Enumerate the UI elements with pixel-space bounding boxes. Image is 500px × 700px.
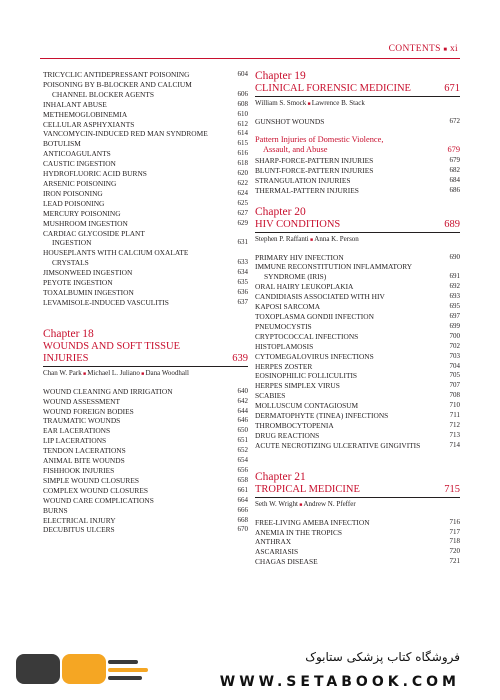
toc-entry-title: CYTOMEGALOVIRUS INFECTIONS — [255, 351, 374, 361]
toc-entry-title: CARDIAC GLYCOSIDE PLANT — [43, 228, 145, 238]
toc-entry-page: 718 — [449, 537, 460, 546]
toc-entry-page: 656 — [237, 466, 248, 474]
toc-entry-page: 610 — [237, 109, 248, 118]
chapter-page: 689 — [444, 218, 460, 230]
toc-entry-title: LEAD POISONING — [43, 198, 105, 208]
toc-entry[interactable] — [43, 476, 248, 486]
toc-entry-title: CANDIDIASIS ASSOCIATED WITH HIV — [255, 292, 385, 302]
toc-entry[interactable] — [43, 100, 248, 110]
toc-entry-title: SCABIES — [255, 391, 286, 401]
toc-entry-page: 670 — [237, 525, 248, 534]
chapter-entry-list — [255, 253, 460, 451]
toc-entry[interactable] — [43, 129, 248, 139]
toc-entry[interactable] — [43, 525, 248, 535]
author-name: Lawrence B. Stack — [311, 99, 365, 107]
toc-entry-page: 614 — [237, 129, 248, 138]
toc-entry[interactable] — [255, 528, 460, 538]
chapter-rule — [255, 232, 460, 233]
toc-entry[interactable] — [255, 518, 460, 528]
toc-entry-page: 620 — [237, 169, 248, 178]
toc-entry[interactable] — [255, 312, 460, 322]
toc-entry-title: WOUND CARE COMPLICATIONS — [43, 495, 154, 505]
toc-entry-page: 650 — [237, 426, 248, 435]
toc-entry[interactable] — [255, 411, 460, 421]
toc-entry-title: PNEUMOCYSTIS — [255, 321, 312, 331]
left-entry-list — [43, 70, 248, 308]
toc-entry-page: 646 — [237, 416, 248, 425]
chapter-rule — [43, 366, 248, 367]
toc-entry-title: MOLLUSCUM CONTAGIOSUM — [255, 401, 359, 411]
toc-entry[interactable] — [43, 288, 248, 298]
toc-entry-title: INHALANT ABUSE — [43, 99, 107, 109]
chapter-number: Chapter 20 — [255, 205, 306, 218]
toc-entry-page: 624 — [237, 188, 248, 197]
toc-entry[interactable] — [255, 401, 460, 411]
toc-entry-title: IMMUNE RECONSTITUTION INFLAMMATORY — [255, 262, 413, 272]
toc-entry-page: 704 — [449, 361, 460, 370]
toc-entry[interactable] — [43, 298, 248, 308]
toc-entry-page: 658 — [237, 475, 248, 484]
author-separator: ■ — [306, 102, 312, 107]
toc-entry[interactable] — [255, 537, 460, 547]
toc-entry-title: EAR LACERATIONS — [43, 426, 111, 436]
toc-entry[interactable] — [43, 159, 248, 169]
toc-entry[interactable] — [255, 352, 460, 362]
toc-entry-title: KAPOSI SARCOMA — [255, 302, 321, 312]
toc-entry-title: TRAUMATIC WOUNDS — [43, 416, 121, 426]
toc-entry-title: ANTICOAGULANTS — [43, 149, 111, 159]
author-name: Seth W. Wright — [255, 499, 298, 508]
toc-entry-title: ACUTE NECROTIZING ULCERATIVE GINGIVITIS — [255, 440, 421, 450]
toc-entry[interactable] — [255, 362, 460, 372]
toc-entry-page: 679 — [449, 155, 460, 164]
chapter-title-text: TROPICAL MEDICINE — [255, 483, 360, 495]
toc-entry-page: 721 — [449, 557, 460, 566]
toc-entry-page: 695 — [449, 302, 460, 311]
toc-entry-title: HYDROFLUORIC ACID BURNS — [43, 169, 147, 179]
logo-bar-top — [108, 660, 138, 664]
toc-entry-title: BOTULISM — [43, 139, 81, 149]
chapter-rule — [255, 96, 460, 97]
author-name: Stephen P. Raffanti — [255, 234, 309, 243]
toc-entry-page: 664 — [237, 495, 248, 504]
toc-entry-page: 652 — [237, 446, 248, 455]
logo-dark-shape — [16, 654, 60, 684]
toc-entry[interactable] — [43, 278, 248, 288]
author-separator: ■ — [81, 371, 88, 377]
toc-entry-page: 606 — [237, 89, 248, 98]
toc-entry-page: 714 — [449, 440, 460, 449]
toc-entry[interactable] — [255, 282, 460, 292]
chapter-entry-list — [255, 156, 460, 196]
store-footer-banner — [0, 640, 500, 700]
toc-entry-page: 693 — [449, 292, 460, 301]
chapter-18 — [43, 328, 248, 536]
toc-entry[interactable] — [255, 381, 460, 391]
toc-entry[interactable] — [43, 169, 248, 179]
toc-entry[interactable] — [43, 387, 248, 397]
toc-entry-page: 635 — [237, 278, 248, 287]
toc-entry-page: 717 — [449, 527, 460, 536]
toc-entry-title: CHAGAS DISEASE — [255, 557, 318, 567]
toc-entry[interactable] — [43, 397, 248, 407]
toc-entry-page: 691 — [449, 272, 460, 281]
toc-entry-page: 690 — [449, 252, 460, 261]
chapter-authors — [43, 369, 248, 379]
toc-entry[interactable] — [43, 436, 248, 446]
toc-entry-title: POISONING BY B-BLOCKER AND CALCIUM — [43, 79, 192, 89]
author-separator: ■ — [308, 237, 315, 243]
author-name: Michael L. Juliano — [87, 368, 140, 377]
toc-entry[interactable] — [43, 209, 248, 219]
toc-entry[interactable] — [255, 302, 460, 312]
chapter-page: 671 — [444, 83, 460, 94]
toc-entry[interactable] — [43, 90, 248, 100]
toc-entry-page: 661 — [237, 485, 248, 494]
chapter-page: 715 — [444, 483, 460, 495]
header-page-number: xi — [450, 44, 458, 54]
toc-entry[interactable] — [43, 110, 248, 120]
toc-entry-page: 682 — [449, 165, 460, 174]
toc-entry-page: 697 — [449, 311, 460, 320]
author-separator: ■ — [297, 502, 304, 508]
logo-bar-mid — [108, 668, 148, 672]
subheading-page: 679 — [447, 145, 460, 155]
chapter-entry-list — [255, 117, 460, 127]
toc-entry-title: SYNDROME (IRIS) — [264, 272, 327, 282]
page-header — [0, 36, 500, 60]
toc-entry[interactable] — [43, 516, 248, 526]
toc-entry[interactable] — [255, 547, 460, 557]
toc-entry-title: CHANNEL BLOCKER AGENTS — [52, 89, 154, 99]
toc-entry-title: PRIMARY HIV INFECTION — [255, 252, 344, 262]
toc-entry-page: 705 — [449, 371, 460, 380]
chapter-title-line1: WOUNDS AND SOFT TISSUE — [43, 340, 181, 352]
toc-entry-title: DERMATOPHYTE (TINEA) INFECTIONS — [255, 411, 389, 421]
toc-entry[interactable] — [43, 268, 248, 278]
toc-entry-page: 615 — [237, 139, 248, 148]
toc-entry[interactable] — [43, 219, 248, 229]
chapter-rule — [255, 497, 460, 498]
toc-entry[interactable] — [43, 80, 248, 90]
toc-entry-title: MERCURY POISONING — [43, 208, 121, 218]
toc-entry-title: DRUG REACTIONS — [255, 430, 320, 440]
toc-entry-title: HERPES SIMPLEX VIRUS — [255, 381, 340, 391]
toc-entry-title: CRYPTOCOCCAL INFECTIONS — [255, 331, 359, 341]
toc-entry[interactable] — [43, 506, 248, 516]
toc-entry[interactable] — [255, 272, 460, 282]
toc-entry-page: 640 — [237, 386, 248, 395]
toc-entry-page: 720 — [449, 547, 460, 556]
toc-entry[interactable] — [255, 371, 460, 381]
toc-entry-page: 700 — [449, 331, 460, 340]
toc-entry-page: 708 — [449, 391, 460, 400]
toc-entry-title: ORAL HAIRY LEUKOPLAKIA — [255, 282, 354, 292]
toc-entry-page: 686 — [449, 185, 460, 194]
toc-entry[interactable] — [43, 199, 248, 209]
toc-entry[interactable] — [255, 156, 460, 166]
toc-entry-title: DECUBITUS ULCERS — [43, 525, 115, 535]
toc-entry-title: FREE-LIVING AMEBA INFECTION — [255, 517, 370, 527]
chapter-title-text: HIV CONDITIONS — [255, 218, 341, 230]
toc-entry-page: 699 — [449, 321, 460, 330]
toc-entry-title: HISTOPLAMOSIS — [255, 341, 314, 351]
toc-entry-title: TOXOPLASMA GONDII INFECTION — [255, 311, 374, 321]
toc-entry-title: METHEMOGLOBINEMIA — [43, 109, 128, 119]
toc-entry-title: WOUND CLEANING AND IRRIGATION — [43, 386, 173, 396]
toc-entry[interactable] — [255, 391, 460, 401]
author-name: Andrew N. Pfeffer — [303, 499, 356, 508]
toc-entry-page: 608 — [237, 99, 248, 108]
toc-entry-page: 604 — [237, 70, 248, 78]
toc-entry-page: 627 — [237, 208, 248, 217]
toc-entry-title: CAUSTIC INGESTION — [43, 159, 116, 169]
header-rule — [40, 58, 460, 59]
toc-entry[interactable] — [43, 238, 248, 248]
toc-entry-page: 712 — [449, 420, 460, 429]
toc-entry-page: 644 — [237, 406, 248, 415]
toc-entry[interactable] — [43, 496, 248, 506]
toc-entry-page: 666 — [237, 505, 248, 514]
subheading-line1: Pattern Injuries of Domestic Violence, — [255, 134, 384, 144]
toc-entry[interactable] — [43, 426, 248, 436]
right-column — [255, 70, 460, 567]
chapter-page: 639 — [232, 352, 248, 364]
toc-entry-title: ANIMAL BITE WOUNDS — [43, 456, 125, 466]
toc-entry[interactable] — [43, 70, 248, 80]
toc-entry-title: LIP LACERATIONS — [43, 436, 107, 446]
toc-entry[interactable] — [43, 456, 248, 466]
toc-entry-title: HOUSEPLANTS WITH CALCIUM OXALATE — [43, 248, 189, 258]
toc-entry-title: SHARP-FORCE-PATTERN INJURIES — [255, 155, 374, 165]
toc-entry[interactable] — [255, 421, 460, 431]
chapter-number: Chapter 19 — [255, 70, 306, 82]
toc-entry[interactable] — [43, 446, 248, 456]
toc-entry-title: IRON POISONING — [43, 188, 103, 198]
toc-entry-title: SIMPLE WOUND CLOSURES — [43, 475, 139, 485]
toc-entry[interactable] — [255, 253, 460, 263]
toc-entry[interactable] — [43, 466, 248, 476]
toc-entry-title: COMPLEX WOUND CLOSURES — [43, 485, 148, 495]
toc-entry-page: 618 — [237, 159, 248, 168]
toc-entry-page: 612 — [237, 119, 248, 128]
toc-entry-page: 654 — [237, 456, 248, 465]
toc-entry[interactable] — [255, 322, 460, 332]
toc-entry-title: BURNS — [43, 505, 68, 515]
toc-entry-title: HERPES ZOSTER — [255, 361, 313, 371]
toc-entry[interactable] — [43, 149, 248, 159]
store-url[interactable]: WWW.SETABOOK.COM — [219, 674, 460, 690]
toc-entry[interactable] — [43, 258, 248, 268]
chapter-entry-list — [43, 387, 248, 536]
toc-entry[interactable] — [255, 262, 460, 272]
toc-entry-title: WOUND FOREIGN BODIES — [43, 406, 134, 416]
toc-entry-page: 711 — [449, 411, 460, 420]
toc-entry-title: ASCARIASIS — [255, 547, 299, 557]
chapter-title-line2: INJURIES — [43, 352, 89, 364]
author-name: Chan W. Park — [43, 368, 82, 377]
toc-entry-title: ELECTRICAL INJURY — [43, 515, 116, 525]
toc-entry-title: GUNSHOT WOUNDS — [255, 117, 325, 126]
left-column — [43, 70, 248, 535]
toc-entry-title: INGESTION — [52, 238, 92, 248]
toc-entry-page: 636 — [237, 287, 248, 296]
toc-entry-title: BLUNT-FORCE-PATTERN INJURIES — [255, 165, 374, 175]
chapter-title[interactable] — [43, 341, 248, 365]
toc-entry[interactable] — [43, 120, 248, 130]
toc-entry[interactable] — [43, 407, 248, 417]
toc-entry-page: 625 — [237, 198, 248, 207]
toc-entry[interactable] — [43, 189, 248, 199]
section-subheading[interactable] — [255, 135, 460, 156]
toc-entry[interactable] — [43, 139, 248, 149]
toc-entry-title: FISHHOOK INJURIES — [43, 466, 115, 475]
toc-entry-title: ANEMIA IN THE TROPICS — [255, 527, 342, 537]
toc-entry[interactable] — [255, 431, 460, 441]
toc-entry-title: VANCOMYCIN-INDUCED RED MAN SYNDROME — [43, 129, 208, 139]
toc-entry-page: 622 — [237, 178, 248, 187]
author-name: Anna K. Person — [314, 234, 359, 243]
toc-entry-page: 637 — [237, 297, 248, 306]
toc-entry-title: TRICYCLIC ANTIDEPRESSANT POISONING — [43, 70, 190, 79]
toc-entry-page: 710 — [449, 401, 460, 410]
toc-entry-page: 684 — [449, 175, 460, 184]
header-separator: ■ — [443, 47, 448, 53]
toc-entry-title: THERMAL-PATTERN INJURIES — [255, 185, 359, 195]
toc-entry-title: THROMBOCYTOPENIA — [255, 420, 334, 430]
chapter-title[interactable] — [255, 219, 460, 231]
toc-entry-page: 629 — [237, 218, 248, 227]
toc-entry-title: EOSINOPHILIC FOLLICULITIS — [255, 371, 358, 381]
chapter-title[interactable] — [255, 83, 460, 95]
toc-entry[interactable] — [255, 342, 460, 352]
author-name: Dana Woodhall — [145, 368, 189, 377]
toc-entry-page: 672 — [449, 117, 460, 125]
toc-entry-page: 651 — [237, 436, 248, 445]
toc-entry[interactable] — [255, 332, 460, 342]
toc-entry[interactable] — [43, 179, 248, 189]
toc-entry-page: 707 — [449, 381, 460, 390]
toc-entry-page: 716 — [449, 517, 460, 526]
toc-entry[interactable] — [255, 292, 460, 302]
subheading-line2: Assault, and Abuse — [263, 145, 328, 155]
toc-entry[interactable] — [255, 441, 460, 451]
toc-entry[interactable] — [43, 486, 248, 496]
toc-entry-title: ARSENIC POISONING — [43, 178, 117, 188]
setabook-logo[interactable] — [12, 648, 162, 694]
toc-entry-page: 616 — [237, 149, 248, 158]
chapter-19 — [255, 70, 460, 196]
chapter-authors — [255, 500, 460, 510]
toc-entry-page: 642 — [237, 396, 248, 405]
toc-entry-title: ANTHRAX — [255, 537, 292, 547]
toc-entry[interactable] — [43, 229, 248, 239]
toc-entry-title: LEVAMISOLE-INDUCED VASCULITIS — [43, 297, 169, 307]
toc-entry-title: MUSHROOM INGESTION — [43, 218, 128, 228]
toc-entry-title: PEYOTE INGESTION — [43, 278, 113, 288]
toc-entry-page: 713 — [449, 430, 460, 439]
toc-entry[interactable] — [255, 166, 460, 176]
chapter-entry-list — [255, 518, 460, 568]
logo-orange-shape — [62, 654, 106, 684]
logo-bar-bottom — [108, 676, 142, 680]
toc-entry[interactable] — [255, 186, 460, 196]
toc-entry-title: JIMSONWEED INGESTION — [43, 268, 133, 278]
toc-entry-page: 668 — [237, 515, 248, 524]
chapter-authors — [255, 99, 460, 109]
store-name-persian: فروشگاه کتاب پزشکی ستابوک — [305, 650, 460, 664]
chapter-authors — [255, 235, 460, 245]
chapter-number: Chapter 21 — [255, 470, 306, 483]
toc-entry-title: TOXALBUMIN INGESTION — [43, 287, 134, 297]
chapter-title-text: CLINICAL FORENSIC MEDICINE — [255, 83, 411, 94]
header-title — [389, 44, 458, 54]
chapter-title[interactable] — [255, 484, 460, 496]
chapter-20 — [255, 206, 460, 451]
toc-entry-page: 703 — [449, 351, 460, 360]
toc-entry-page: 634 — [237, 268, 248, 277]
toc-entry[interactable] — [43, 248, 248, 258]
toc-entry[interactable] — [255, 557, 460, 567]
toc-entry-title: CRYSTALS — [52, 258, 89, 268]
chapter-number: Chapter 18 — [43, 327, 94, 340]
toc-entry-page: 633 — [237, 258, 248, 267]
author-name: William S. Smock — [255, 99, 307, 107]
toc-entry-page: 631 — [237, 238, 248, 247]
chapter-21 — [255, 471, 460, 568]
header-contents-label: CONTENTS — [388, 44, 441, 54]
author-separator: ■ — [139, 371, 146, 377]
toc-entry-page: 692 — [449, 282, 460, 291]
toc-entry-title: TENDON LACERATIONS — [43, 446, 126, 456]
toc-entry[interactable] — [255, 176, 460, 186]
toc-entry[interactable] — [43, 416, 248, 426]
toc-entry-title: WOUND ASSESSMENT — [43, 396, 120, 406]
toc-entry-title: STRANGULATION INJURIES — [255, 175, 351, 185]
toc-entry-title: CELLULAR ASPHYXIANTS — [43, 119, 135, 129]
toc-entry[interactable] — [255, 117, 460, 127]
toc-entry-page: 702 — [449, 341, 460, 350]
